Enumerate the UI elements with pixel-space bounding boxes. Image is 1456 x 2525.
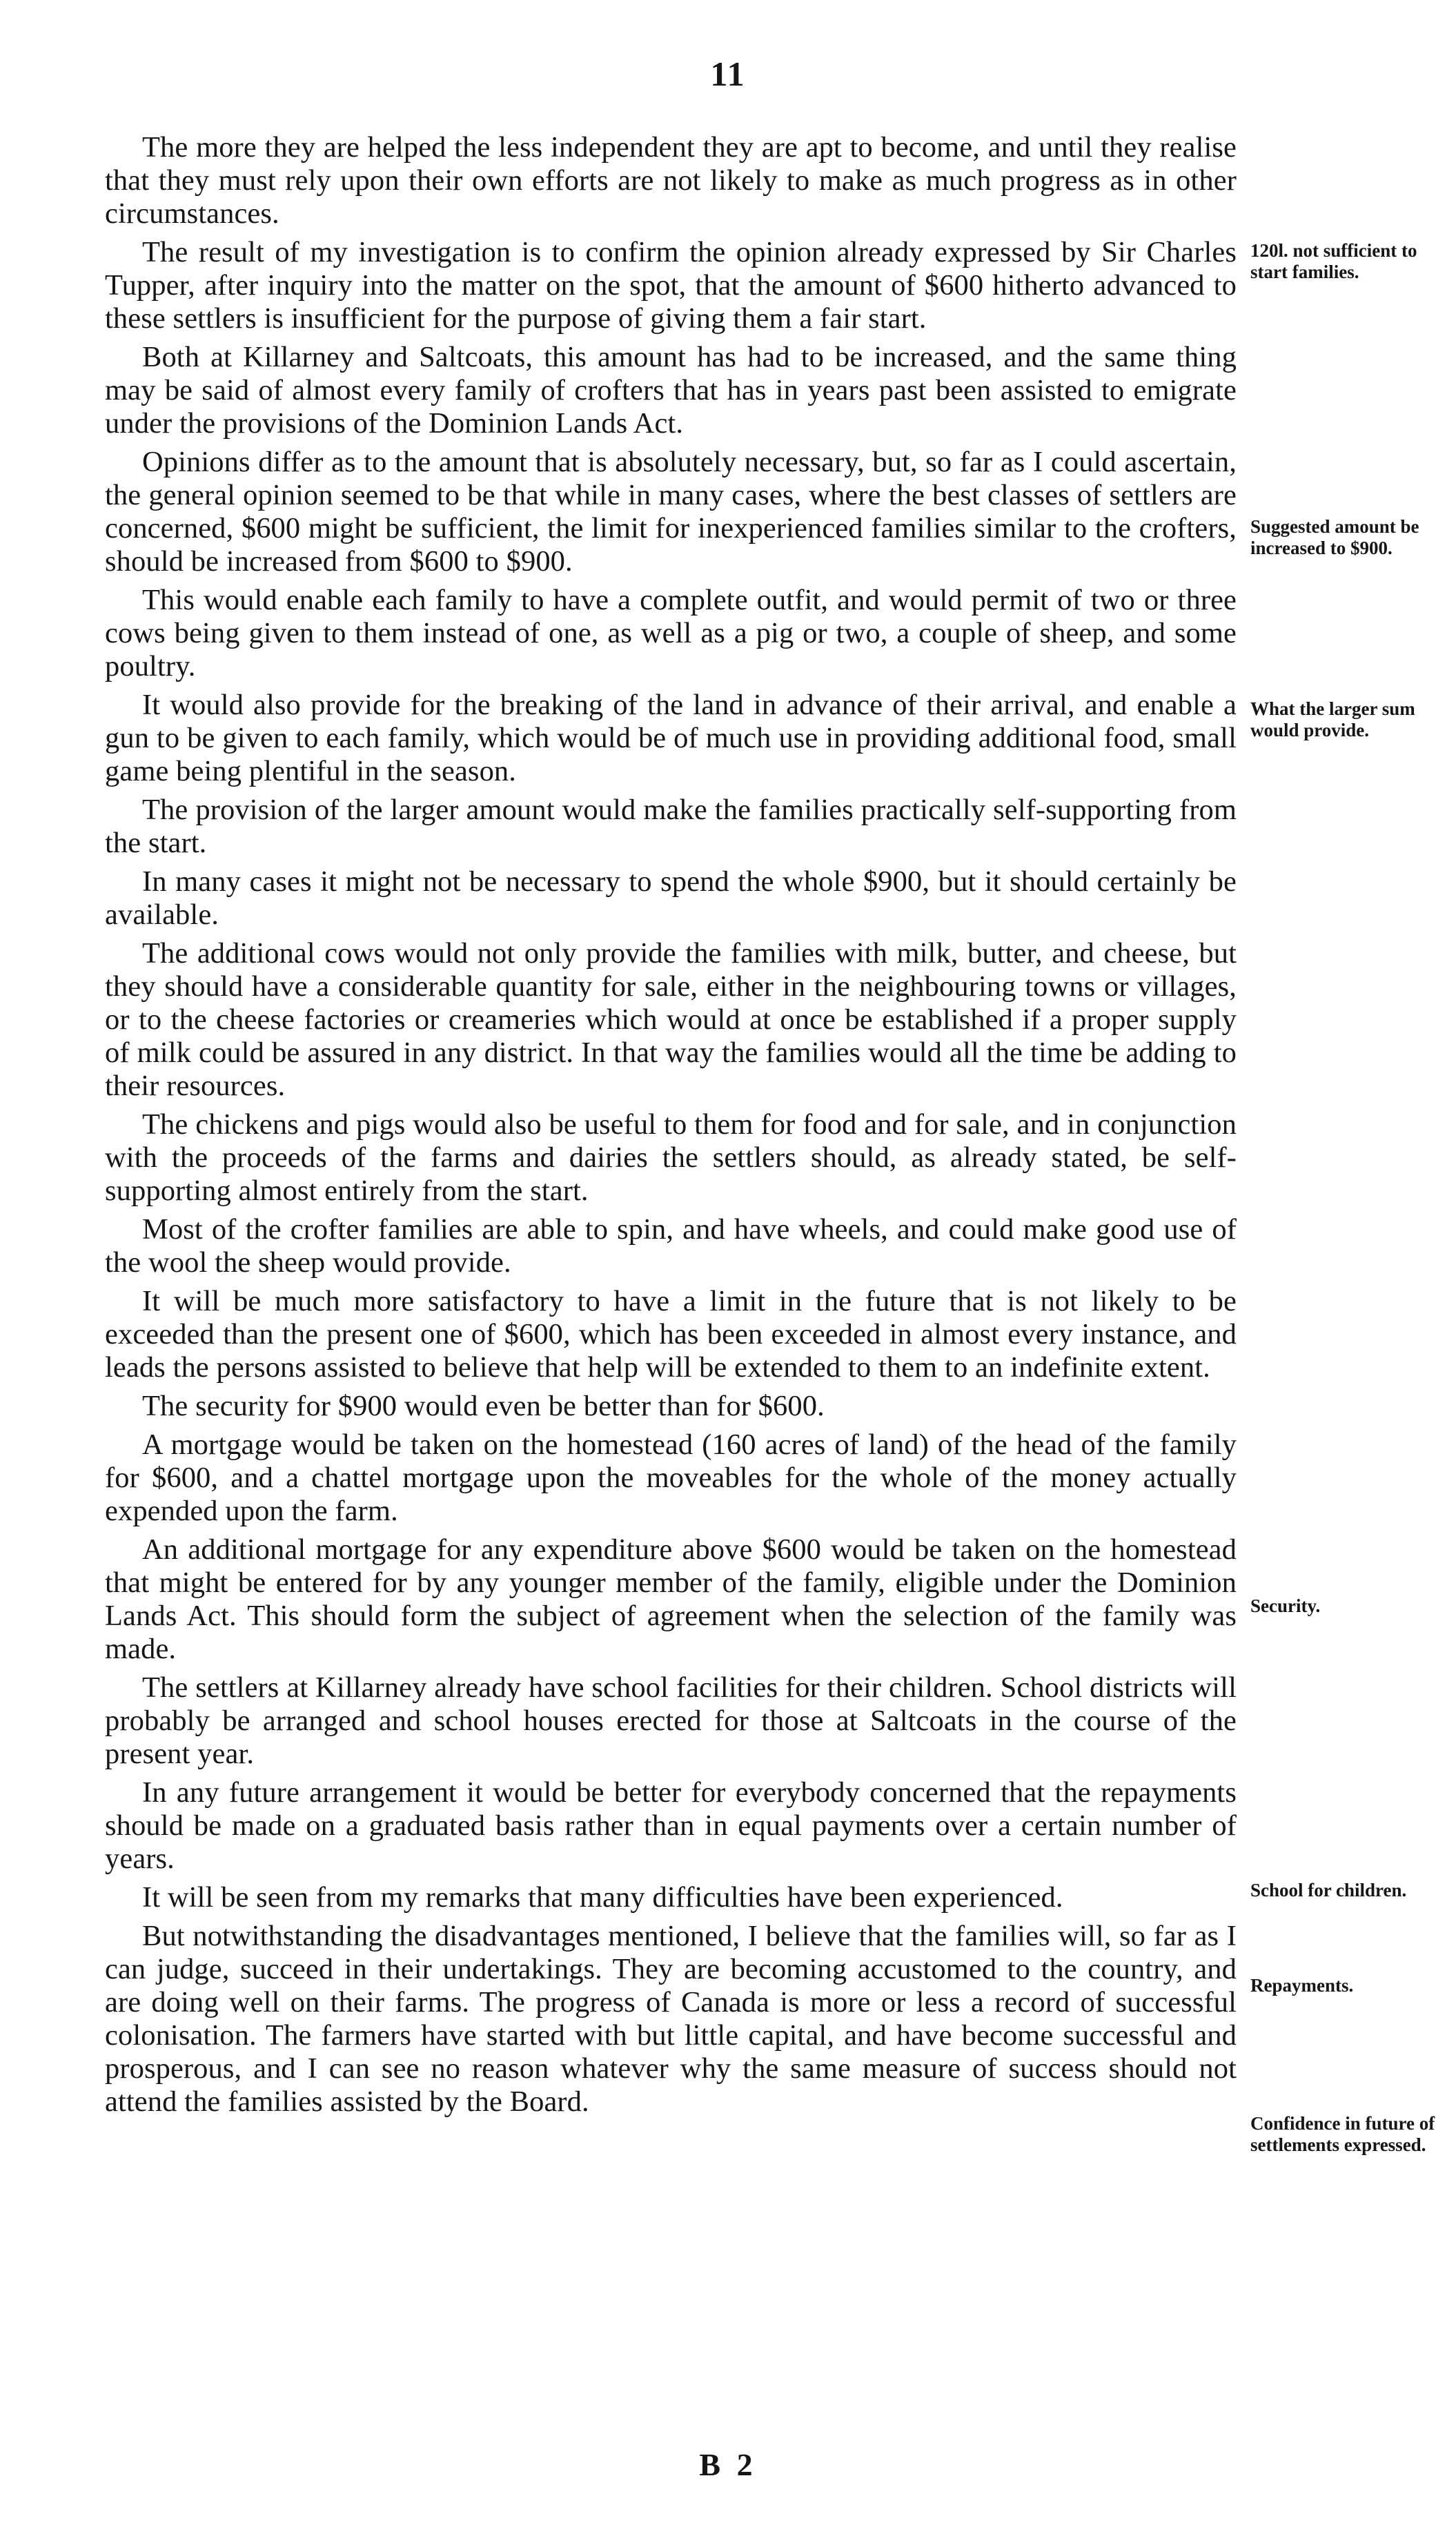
body-text [105, 131, 1237, 2124]
paragraph-school-facilities: The settlers at Killarney already have school facilities for their children. School districts will probably be arranged and school houses erected for those at Saltcoats in the course of the present year. [105, 1671, 1237, 1770]
paragraph-self-supporting: The provision of the larger amount would make the families practically self-supporting from the start. [105, 794, 1237, 859]
paragraph-spin-wheels: Most of the crofter families are able to spin, and have wheels, and could make good use of the wool the sheep would provide. [105, 1213, 1237, 1279]
paragraph-limit-future: It will be much more satisfactory to have a limit in the future that is not likely to be exceeded than the present one of $600, which has been exceeded in almost every instance, and leads the persons assisted to believe that help will be extended to them to an indefinite extent. [105, 1285, 1237, 1384]
margin-note-not-sufficient: 120l. not sufficient to start families. [1250, 240, 1417, 282]
margin-note-suggested-amount: Suggested amount be increased to $900. [1250, 516, 1419, 558]
paragraph-additional-mortgage: An additional mortgage for any expenditure above $600 would be taken on the homestead that might be entered for by any younger member of the family, eligible under the Dominion Lands Act. This should form the subject of agreement when the selection of the family was made. [105, 1533, 1237, 1665]
paragraph-complete-outfit: This would enable each family to have a complete outfit, and would permit of two or three cows being given to them instead of one, as well as a pig or two, a couple of sheep, and some poultry. [105, 584, 1237, 682]
signature-mark: B 2 [699, 2447, 757, 2482]
paragraph-repayments: In any future arrangement it would be better for everybody concerned that the repayments should be made on a graduated basis rather than in equal payments over a certain number of years. [105, 1776, 1237, 1875]
paragraph-additional-cows: The additional cows would not only provide the families with milk, butter, and cheese, but they should have a considerable quantity for sale, either in the neighbouring towns or villages, or to the cheese factories or creameries which would at once be established if a proper supply of milk could be assured in any district. In that way the families would all the time be adding to their resources. [105, 937, 1237, 1102]
paragraph-opinions-differ: Opinions differ as to the amount that is absolutely necessary, but, so far as I could ascertain, the general opinion seemed to be that while in many cases, where the best classes of settlers are concerned, $600 might be sufficient, the limit for inexperienced families similar to the crofters, should be increased from $600 to $900. [105, 446, 1237, 578]
page-number: 11 [710, 55, 746, 93]
paragraph-conclusion: But notwithstanding the disadvantages mentioned, I believe that the families will, so far as I can judge, succeed in their undertakings. They are becoming accustomed to the country, and are doing well on their farms. The progress of Canada is more or less a record of successful colonisation. The farmers have started with but little capital, and have become successful and prosperous, and I can see no reason whatever why the same measure of success should not attend the families assisted by the Board. [105, 1920, 1237, 2118]
paragraph-helped-less-independent: The more they are helped the less independent they are apt to become, and until they realise that they must rely upon their own efforts are not likely to make as much progress as in other circumstances. [105, 131, 1237, 230]
margin-note-confidence: Confidence in future of settlements expressed. [1250, 2113, 1435, 2155]
paragraph-difficulties: It will be seen from my remarks that many difficulties have been experienced. [142, 1881, 1063, 1914]
margin-note-larger-sum: What the larger sum would provide. [1250, 698, 1415, 740]
paragraph-investigation-result: The result of my investigation is to confirm the opinion already expressed by Sir Charles Tupper, after inquiry into the matter on the spot, that the amount of $600 hitherto advanced to these settlers is insufficient for the purpose of giving them a fair start. [105, 236, 1237, 335]
margin-note-repayments: Repayments. [1250, 1975, 1354, 1996]
paragraph-mortgage: A mortgage would be taken on the homestead (160 acres of land) of the head of the family for $600, and a chattel mortgage upon the moveables for the whole of the money actually expended upon the farm. [105, 1428, 1237, 1527]
margin-note-school: School for children. [1250, 1880, 1407, 1900]
paragraph-whole-900: In many cases it might not be necessary to spend the whole $900, but it should certainly be available. [105, 865, 1237, 931]
paragraph-chickens-pigs: The chickens and pigs would also be useful to them for food and for sale, and in conjunction with the proceeds of the farms and dairies the settlers should, as already stated, be self-supporting almost entirely from the start. [105, 1108, 1237, 1207]
paragraph-killarney-saltcoats: Both at Killarney and Saltcoats, this amount has had to be increased, and the same thing may be said of almost every family of crofters that has in years past been assisted to emigrate under the provisions of the Dominion Lands Act. [105, 341, 1237, 440]
paragraph-security: The security for $900 would even be better than for $600. [142, 1390, 825, 1422]
paragraph-breaking-land: It would also provide for the breaking of the land in advance of their arrival, and enable a gun to be given to each family, which would be of much use in providing additional food, small game being plentiful in the season. [105, 689, 1237, 787]
margin-note-security: Security. [1250, 1595, 1321, 1616]
